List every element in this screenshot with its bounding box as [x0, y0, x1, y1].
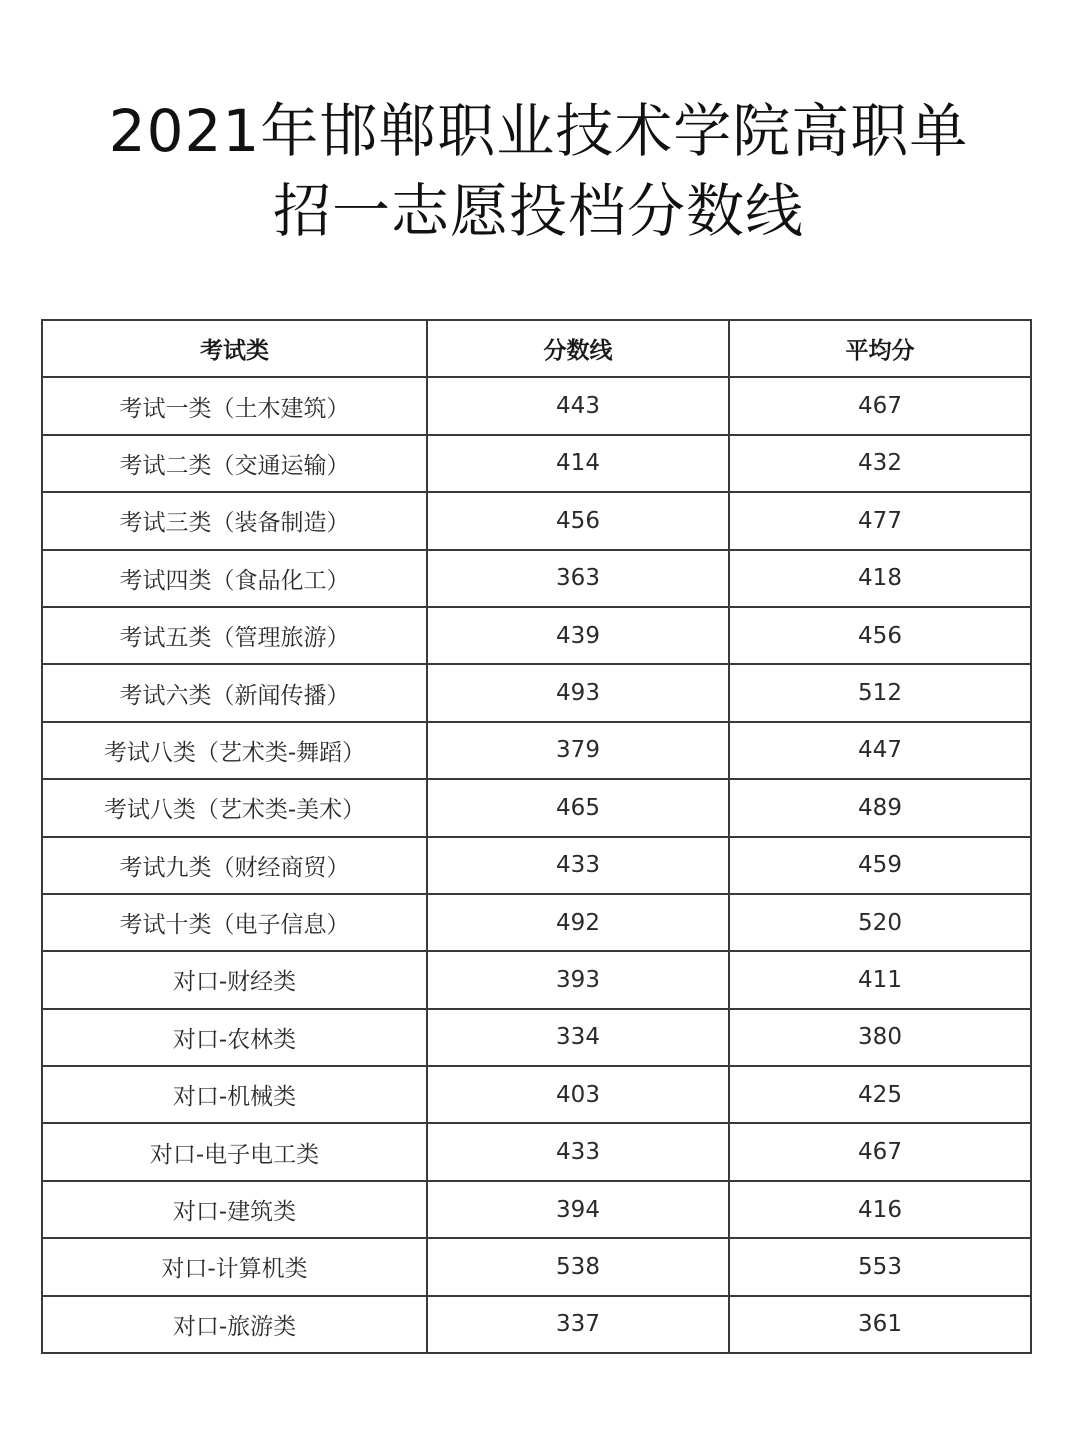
cell-average-score: 520: [729, 894, 1031, 951]
cell-average-score: 416: [729, 1181, 1031, 1238]
cell-average-score: 456: [729, 607, 1031, 664]
cell-cutoff-score: 492: [427, 894, 729, 951]
cell-average-score: 425: [729, 1066, 1031, 1123]
table-row: [42, 550, 1031, 607]
table-row: [42, 377, 1031, 434]
title-line-1: 2021年邯郸职业技术学院高职单: [108, 96, 969, 165]
header-cutoff-score: 分数线: [427, 320, 729, 377]
cell-average-score: 489: [729, 779, 1031, 836]
cell-exam-category: 考试八类（艺术类-美术）: [42, 779, 427, 836]
cell-average-score: 467: [729, 377, 1031, 434]
cell-exam-category: 考试三类（装备制造）: [42, 492, 427, 549]
cell-cutoff-score: 363: [427, 550, 729, 607]
title-line-2: 招一志愿投档分数线: [272, 176, 804, 245]
cell-exam-category: 对口-建筑类: [42, 1181, 427, 1238]
cell-cutoff-score: 403: [427, 1066, 729, 1123]
table-row: [42, 1238, 1031, 1295]
cell-cutoff-score: 433: [427, 1123, 729, 1180]
cell-exam-category: 对口-旅游类: [42, 1296, 427, 1353]
table-row: [42, 894, 1031, 951]
cell-exam-category: 对口-农林类: [42, 1009, 427, 1066]
table-header-row: [42, 320, 1031, 377]
cell-exam-category: 考试六类（新闻传播）: [42, 664, 427, 721]
cell-cutoff-score: 493: [427, 664, 729, 721]
table-row: [42, 837, 1031, 894]
cell-cutoff-score: 433: [427, 837, 729, 894]
header-exam-category: 考试类: [42, 320, 427, 377]
cell-exam-category: 对口-计算机类: [42, 1238, 427, 1295]
table-row: [42, 492, 1031, 549]
cell-exam-category: 考试一类（土木建筑）: [42, 377, 427, 434]
score-table: [41, 319, 1032, 1354]
cell-exam-category: 考试五类（管理旅游）: [42, 607, 427, 664]
cell-cutoff-score: 379: [427, 722, 729, 779]
table-body: [42, 377, 1031, 1353]
cell-average-score: 432: [729, 435, 1031, 492]
cell-exam-category: 考试八类（艺术类-舞蹈）: [42, 722, 427, 779]
cell-average-score: 411: [729, 951, 1031, 1008]
table-row: [42, 664, 1031, 721]
cell-cutoff-score: 465: [427, 779, 729, 836]
cell-exam-category: 对口-电子电工类: [42, 1123, 427, 1180]
table-row: [42, 607, 1031, 664]
table-row: [42, 722, 1031, 779]
cell-cutoff-score: 456: [427, 492, 729, 549]
table-row: [42, 1181, 1031, 1238]
cell-cutoff-score: 443: [427, 377, 729, 434]
cell-exam-category: 对口-机械类: [42, 1066, 427, 1123]
table-row: [42, 779, 1031, 836]
cell-cutoff-score: 394: [427, 1181, 729, 1238]
header-average-score: 平均分: [729, 320, 1031, 377]
cell-cutoff-score: 337: [427, 1296, 729, 1353]
table-row: [42, 1066, 1031, 1123]
table-row: [42, 1123, 1031, 1180]
cell-exam-category: 考试九类（财经商贸）: [42, 837, 427, 894]
table-row: [42, 435, 1031, 492]
table-row: [42, 951, 1031, 1008]
cell-average-score: 447: [729, 722, 1031, 779]
cell-average-score: 418: [729, 550, 1031, 607]
table-row: [42, 1009, 1031, 1066]
cell-average-score: 380: [729, 1009, 1031, 1066]
cell-exam-category: 考试四类（食品化工）: [42, 550, 427, 607]
cell-average-score: 477: [729, 492, 1031, 549]
cell-exam-category: 考试十类（电子信息）: [42, 894, 427, 951]
cell-cutoff-score: 414: [427, 435, 729, 492]
cell-cutoff-score: 538: [427, 1238, 729, 1295]
cell-exam-category: 考试二类（交通运输）: [42, 435, 427, 492]
cell-cutoff-score: 334: [427, 1009, 729, 1066]
cell-average-score: 553: [729, 1238, 1031, 1295]
cell-average-score: 512: [729, 664, 1031, 721]
cell-cutoff-score: 439: [427, 607, 729, 664]
cell-average-score: 361: [729, 1296, 1031, 1353]
table-row: [42, 1296, 1031, 1353]
cell-average-score: 467: [729, 1123, 1031, 1180]
cell-cutoff-score: 393: [427, 951, 729, 1008]
cell-average-score: 459: [729, 837, 1031, 894]
cell-exam-category: 对口-财经类: [42, 951, 427, 1008]
page-title: [40, 91, 1037, 251]
